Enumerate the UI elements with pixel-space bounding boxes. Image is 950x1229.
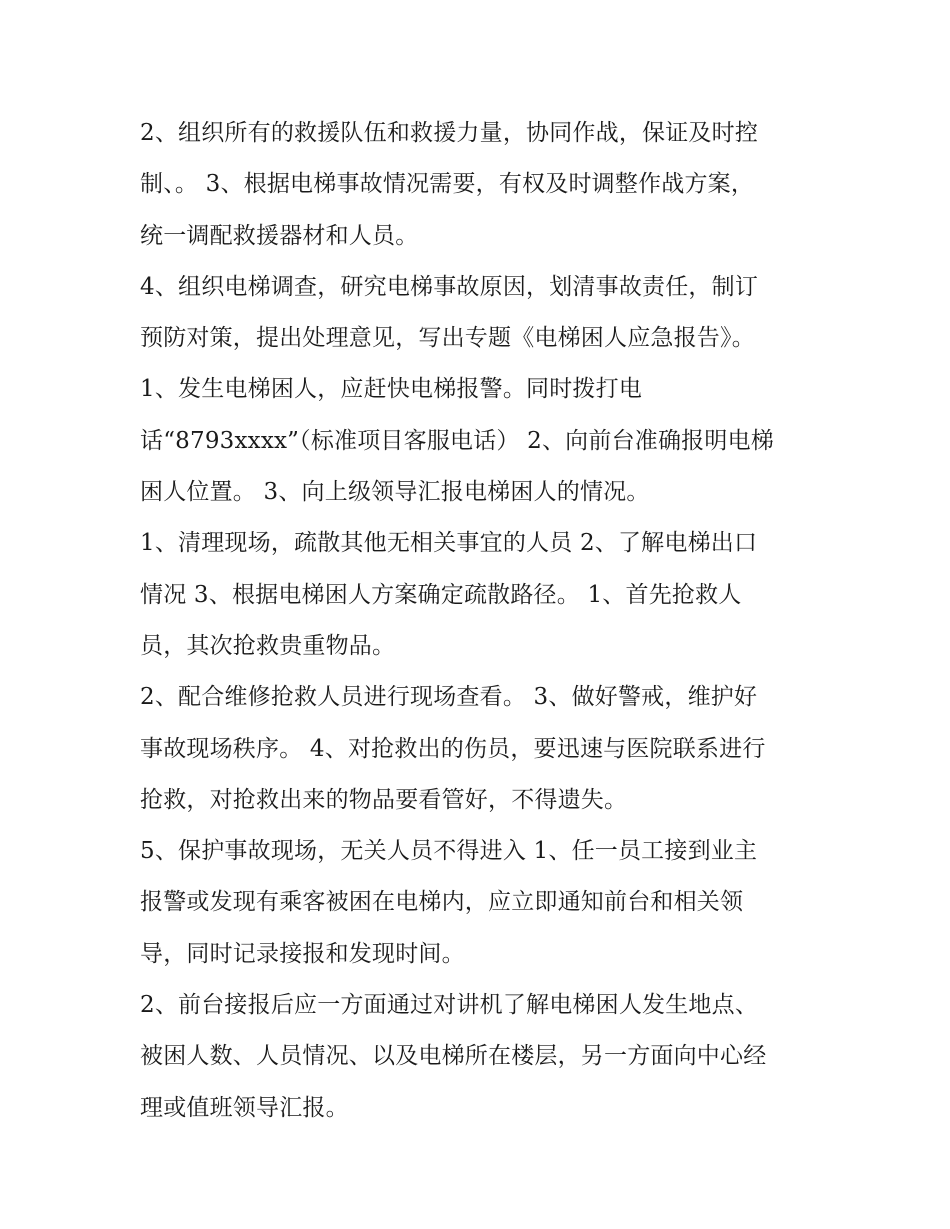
text-line: 1、发生电梯困人，应赶快电梯报警。同时拨打电 bbox=[140, 376, 643, 403]
text-line: 情况 3、根据电梯困人方案确定疏散路径。 1、首先抢救人 bbox=[140, 581, 742, 608]
paragraph-1 bbox=[140, 108, 820, 262]
text-line: 事故现场秩序。 4、对抢救出的伤员，要迅速与医院联系进行 bbox=[140, 735, 766, 762]
paragraph-6 bbox=[140, 826, 820, 980]
text-line: 员，其次抢救贵重物品。 bbox=[140, 632, 396, 659]
paragraph-3 bbox=[140, 364, 820, 518]
text-line: 抢救，对抢救出来的物品要看管好，不得遗失。 bbox=[140, 786, 628, 813]
text-line: 理或值班领导汇报。 bbox=[140, 1094, 349, 1121]
paragraph-4 bbox=[140, 518, 820, 672]
text-line: 2、配合维修抢救人员进行现场查看。 3、做好警戒，维护好 bbox=[140, 684, 758, 711]
paragraph-7 bbox=[140, 980, 820, 1134]
text-line: 4、组织电梯调查，研究电梯事故原因，划清事故责任，制订 bbox=[140, 273, 759, 300]
text-line: 话“8793xxxx”（标准项目客服电话） 2、向前台准确报明电梯 bbox=[140, 427, 774, 454]
text-line: 制、。 3、根据电梯事故情况需要，有权及时调整作战方案， bbox=[140, 171, 755, 198]
text-line: 导，同时记录接报和发现时间。 bbox=[140, 940, 465, 967]
text-line: 5、保护事故现场，无关人员不得进入 1、任一员工接到业主 bbox=[140, 838, 758, 865]
text-line: 1、清理现场，疏散其他无相关事宜的人员 2、了解电梯出口 bbox=[140, 530, 758, 557]
paragraph-5 bbox=[140, 672, 820, 826]
text-line: 2、组织所有的救援队伍和救援力量，协同作战，保证及时控 bbox=[140, 120, 759, 146]
text-line: 报警或发现有乘客被困在电梯内，应立即通知前台和相关领 bbox=[140, 889, 744, 916]
text-line: 统一调配救援器材和人员。 bbox=[140, 222, 419, 249]
text-line: 困人位置。 3、向上级领导汇报电梯困人的情况。 bbox=[140, 479, 650, 506]
text-line: 预防对策，提出处理意见，写出专题《电梯困人应急报告》。 bbox=[140, 325, 755, 352]
paragraph-2 bbox=[140, 262, 820, 365]
text-line: 被困人数、人员情况、以及电梯所在楼层，另一方面向中心经 bbox=[140, 1043, 767, 1070]
document-body bbox=[140, 108, 820, 1134]
text-line: 2、前台接报后应一方面通过对讲机了解电梯困人发生地点、 bbox=[140, 992, 759, 1019]
